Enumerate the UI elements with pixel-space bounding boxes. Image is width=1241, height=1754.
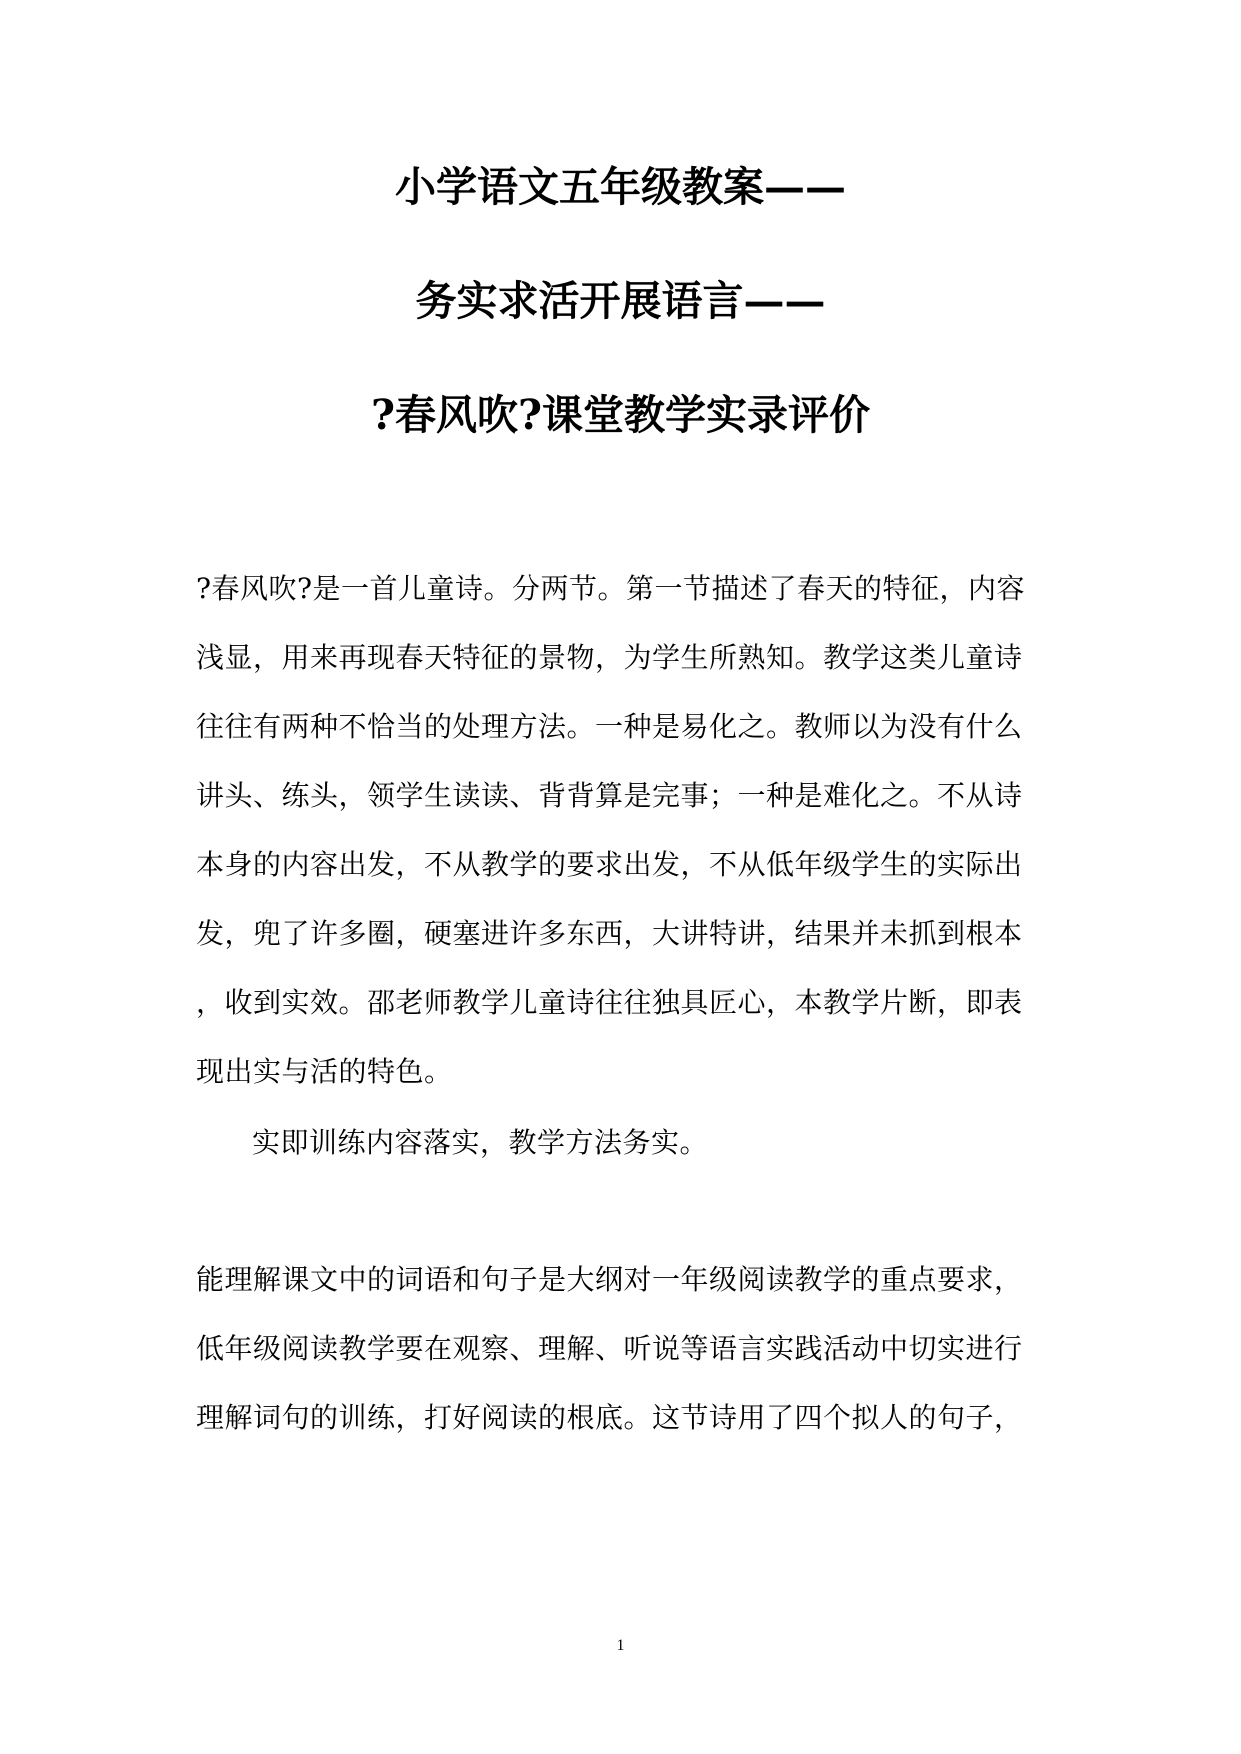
- title-line-1: 小学语文五年级教案——: [395, 163, 846, 211]
- paragraph-line: 理解词句的训练，打好阅读的根底。这节诗用了四个拟人的句子，: [196, 1401, 1023, 1434]
- title-line-2: 务实求活开展语言——: [415, 277, 826, 325]
- paragraph-line: ?春风吹?是一首儿童诗。分两节。第一节描述了春天的特征，内容: [196, 572, 1026, 605]
- paragraph-line: 现出实与活的特色。: [196, 1055, 453, 1088]
- paragraph-line: 能理解课文中的词语和句子是大纲对一年级阅读教学的重点要求，: [196, 1263, 1023, 1296]
- paragraph-line: 讲头、练头，领学生读读、背背算是完事；一种是难化之。不从诗: [196, 779, 1023, 812]
- paragraph-line: 本身的内容出发，不从教学的要求出发，不从低年级学生的实际出: [196, 848, 1023, 881]
- paragraph-2: 实即训练内容落实，教学方法务实。: [252, 1126, 709, 1159]
- paragraph-line: 往往有两种不恰当的处理方法。一种是易化之。教师以为没有什么: [196, 710, 1023, 743]
- page-number: 1: [616, 1637, 625, 1654]
- title-line-3: ?春风吹?课堂教学实录评价: [370, 391, 871, 439]
- paragraph-line: 发，兜了许多圈，硬塞进许多东西，大讲特讲，结果并未抓到根本: [196, 917, 1023, 950]
- paragraph-line: 低年级阅读教学要在观察、理解、听说等语言实践活动中切实进行: [196, 1332, 1023, 1365]
- paragraph-line: ，收到实效。邵老师教学儿童诗往往独具匠心，本教学片断，即表: [196, 986, 1023, 1019]
- paragraph-line: 浅显，用来再现春天特征的景物，为学生所熟知。教学这类儿童诗: [196, 641, 1023, 674]
